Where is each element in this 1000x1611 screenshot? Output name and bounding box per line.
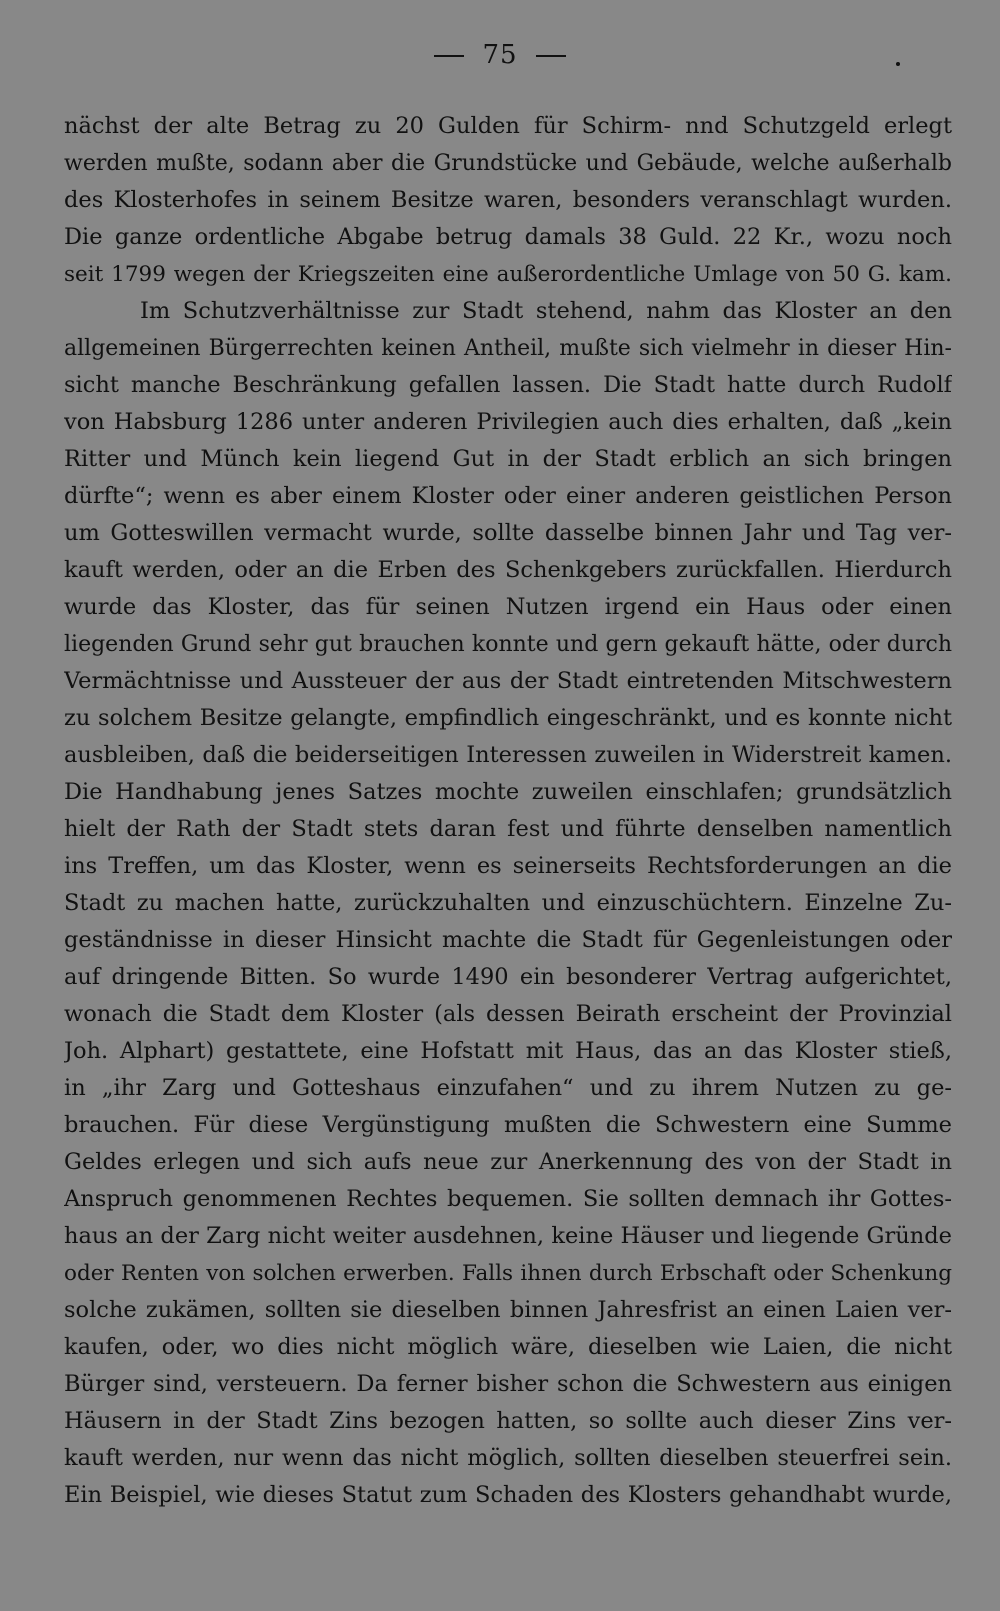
text-line: oder Renten von solchen erwerben. Falls ihnen durch Erbschaft oder Schenkung xyxy=(64,1261,952,1286)
text-line: kauft werden, nur wenn das nicht möglich, sollten dieselben steuerfrei sein. xyxy=(64,1445,952,1471)
text-line: Bürger sind, versteuern. Da ferner bisher schon die Schwestern aus einigen xyxy=(64,1371,952,1397)
text-line: geständnisse in dieser Hinsicht machte die Stadt für Gegenleistungen oder xyxy=(64,927,952,953)
text-line: Stadt zu machen hatte, zurückzuhalten und einzuschüchtern. Einzelne Zu- xyxy=(64,890,952,916)
text-line: werden mußte, sodann aber die Grundstücke und Gebäude, welche außerhalb xyxy=(64,151,952,176)
text-line: von Habsburg 1286 unter anderen Privilegien auch dies erhalten, daß „kein xyxy=(64,409,952,435)
text-line: seit 1799 wegen der Kriegszeiten eine außerordentliche Umlage von 50 G. kam. xyxy=(64,262,952,287)
page-number: 75 xyxy=(482,40,518,70)
text-line: dürfte“; wenn es aber einem Kloster oder einer anderen geistlichen Person xyxy=(64,483,952,509)
text-line: solche zukämen, sollten sie dieselben binnen Jahresfrist an einen Laien ver- xyxy=(64,1297,952,1323)
text-line: allgemeinen Bürgerrechten keinen Antheil, mußte sich vielmehr in dieser Hin- xyxy=(64,336,952,361)
page-header xyxy=(0,40,1000,70)
text-line: hielt der Rath der Stadt stets daran fest und führte denselben namentlich xyxy=(64,816,952,842)
right-dash xyxy=(536,55,566,57)
left-dash xyxy=(434,55,464,57)
text-line: Ritter und Münch kein liegend Gut in der Stadt erblich an sich bringen xyxy=(64,446,952,472)
text-line: um Gotteswillen vermacht wurde, sollte dasselbe binnen Jahr und Tag ver- xyxy=(64,520,952,546)
text-line: haus an der Zarg nicht weiter ausdehnen, keine Häuser und liegende Gründe xyxy=(64,1223,952,1249)
text-line: in „ihr Zarg und Gotteshaus einzufahen“ und zu ihrem Nutzen zu ge- xyxy=(64,1075,952,1101)
text-line: kaufen, oder, wo dies nicht möglich wäre, dieselben wie Laien, die nicht xyxy=(64,1334,952,1360)
text-line: Geldes erlegen und sich aufs neue zur Anerkennung des von der Stadt in xyxy=(64,1149,952,1175)
text-line: auf dringende Bitten. So wurde 1490 ein besonderer Vertrag aufgerichtet, xyxy=(64,964,952,990)
text-line: ausbleiben, daß die beiderseitigen Interessen zuweilen in Widerstreit kamen. xyxy=(64,742,952,768)
text-line: Die Handhabung jenes Satzes mochte zuweilen einschlafen; grundsätzlich xyxy=(64,779,952,805)
text-line: brauchen. Für diese Vergünstigung mußten die Schwestern eine Summe xyxy=(64,1112,952,1138)
text-line: kauft werden, oder an die Erben des Schenkgebers zurückfallen. Hierdurch xyxy=(64,557,952,583)
text-line: wurde das Kloster, das für seinen Nutzen irgend ein Haus oder einen xyxy=(64,594,952,620)
text-line: sicht manche Beschränkung gefallen lassen. Die Stadt hatte durch Rudolf xyxy=(64,372,952,398)
text-line: liegenden Grund sehr gut brauchen konnte und gern gekauft hätte, oder durch xyxy=(64,632,952,657)
body-text xyxy=(64,108,952,1514)
text-line: Anspruch genommenen Rechtes bequemen. Sie sollten demnach ihr Gottes- xyxy=(64,1186,952,1212)
text-line: Im Schutzverhältnisse zur Stadt stehend, nahm das Kloster an den xyxy=(140,298,952,324)
text-line: des Klosterhofes in seinem Besitze waren, besonders veranschlagt wurden. xyxy=(64,187,952,213)
text-line: Ein Beispiel, wie dieses Statut zum Schaden des Klosters gehandhabt wurde, xyxy=(64,1482,952,1508)
text-line: wonach die Stadt dem Kloster (als dessen Beirath erscheint der Provinzial xyxy=(64,1001,952,1027)
text-line: Die ganze ordentliche Abgabe betrug damals 38 Guld. 22 Kr., wozu noch xyxy=(64,224,952,250)
text-line: Joh. Alphart) gestattete, eine Hofstatt mit Haus, das an das Kloster stieß, xyxy=(64,1038,952,1064)
speck-mark xyxy=(896,62,900,66)
text-line: nächst der alte Betrag zu 20 Gulden für Schirm- nnd Schutzgeld erlegt xyxy=(64,113,952,139)
text-line: zu solchem Besitze gelangte, empfindlich eingeschränkt, und es konnte nicht xyxy=(64,705,952,731)
text-line: Häusern in der Stadt Zins bezogen hatten, so sollte auch dieser Zins ver- xyxy=(64,1408,952,1434)
text-line: ins Treffen, um das Kloster, wenn es seinerseits Rechtsforderungen an die xyxy=(64,853,952,879)
text-line: Vermächtnisse und Aussteuer der aus der Stadt eintretenden Mitschwestern xyxy=(64,668,952,694)
